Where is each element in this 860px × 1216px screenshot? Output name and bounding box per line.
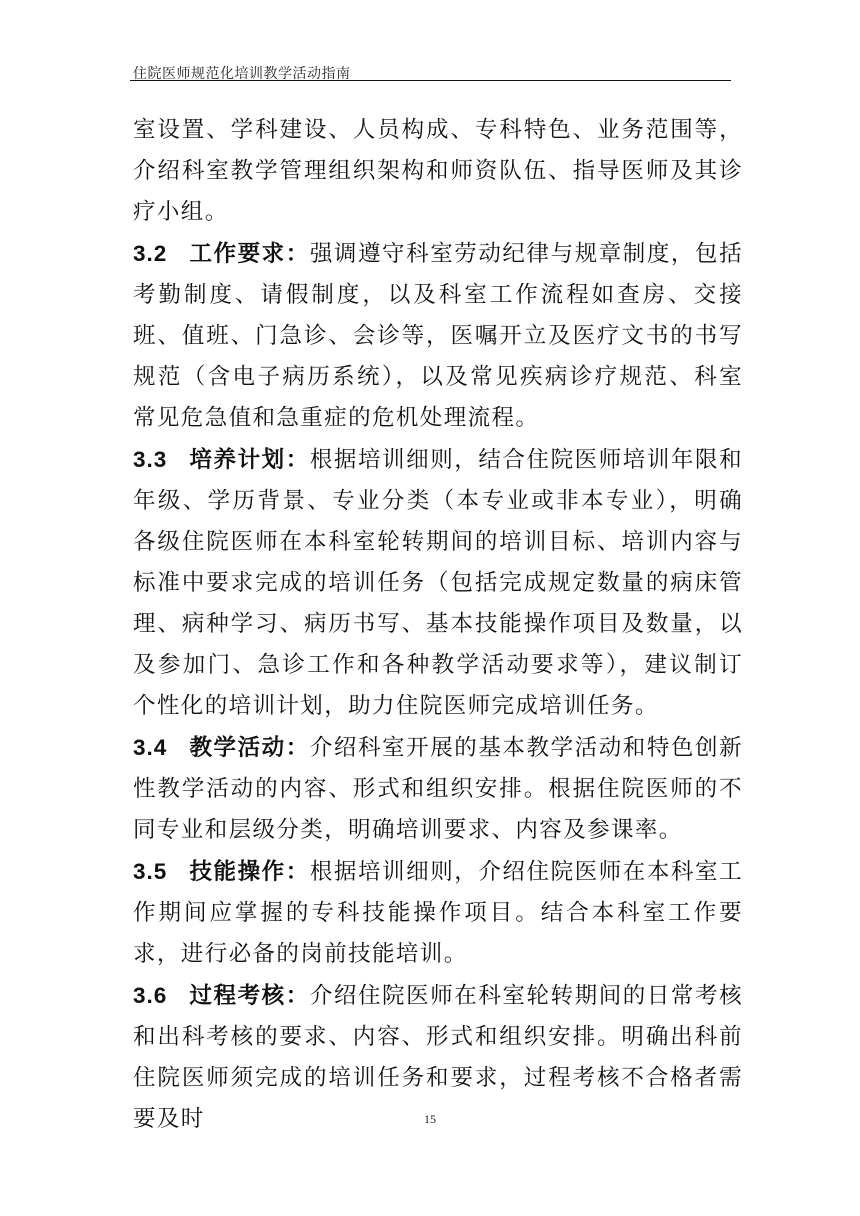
section-title: 技能操作： — [189, 859, 310, 885]
section-number: 3.4 — [133, 735, 168, 760]
section-number: 3.3 — [133, 447, 168, 472]
document-body — [133, 110, 743, 1140]
section-text: 根据培训细则，介绍住院医师在本科室工作期间应掌握的专科技能操作项目。结合本科室工作要求，进行必备的岗前技能培训。 — [133, 859, 743, 967]
section-number: 3.5 — [133, 859, 168, 884]
section-3-5 — [133, 851, 743, 975]
section-number: 3.2 — [133, 241, 168, 266]
section-3-4 — [133, 727, 743, 851]
section-title: 培养计划： — [189, 447, 310, 473]
section-number: 3.6 — [133, 983, 168, 1008]
section-title: 过程考核： — [189, 983, 310, 1009]
section-title: 工作要求： — [189, 241, 310, 267]
section-text: 介绍住院医师在科室轮转期间的日常考核和出科考核的要求、内容、形式和组织安排。明确出科前住院医师须完成的培训任务和要求，过程考核不合格者需要及时 — [133, 983, 743, 1132]
page-number: 15 — [424, 1112, 436, 1126]
intro-paragraph — [133, 110, 743, 233]
section-3-3 — [133, 439, 743, 727]
section-text: 介绍科室开展的基本教学活动和特色创新性教学活动的内容、形式和组织安排。根据住院医师的不同专业和层级分类，明确培训要求、内容及参课率。 — [133, 735, 743, 843]
section-title: 教学活动： — [189, 735, 310, 761]
section-text: 强调遵守科室劳动纪律与规章制度，包括考勤制度、请假制度，以及科室工作流程如查房、交接班、值班、门急诊、会诊等，医嘱开立及医疗文书的书写规范（含电子病历系统），以及常见疾病诊疗规范、科室常见危急值和急重症的危机处理流程。 — [133, 241, 743, 431]
section-3-2 — [133, 233, 743, 439]
header-divider — [130, 80, 731, 81]
running-header: 住院医师规范化培训教学活动指南 — [133, 66, 351, 82]
intro-text: 室设置、学科建设、人员构成、专科特色、业务范围等，介绍科室教学管理组织架构和师资队伍、指导医师及其诊疗小组。 — [133, 117, 743, 225]
section-text: 根据培训细则，结合住院医师培训年限和年级、学历背景、专业分类（本专业或非本专业），明确各级住院医师在本科室轮转期间的培训目标、培训内容与标准中要求完成的培训任务（包括完成规定数量的病床管理、病种学习、病历书写、基本技能操作项目及数量，以及参加门、急诊工作和各种教学活动要求等），建议制订个性化的培训计划，助力住院医师完成培训任务。 — [133, 447, 743, 719]
